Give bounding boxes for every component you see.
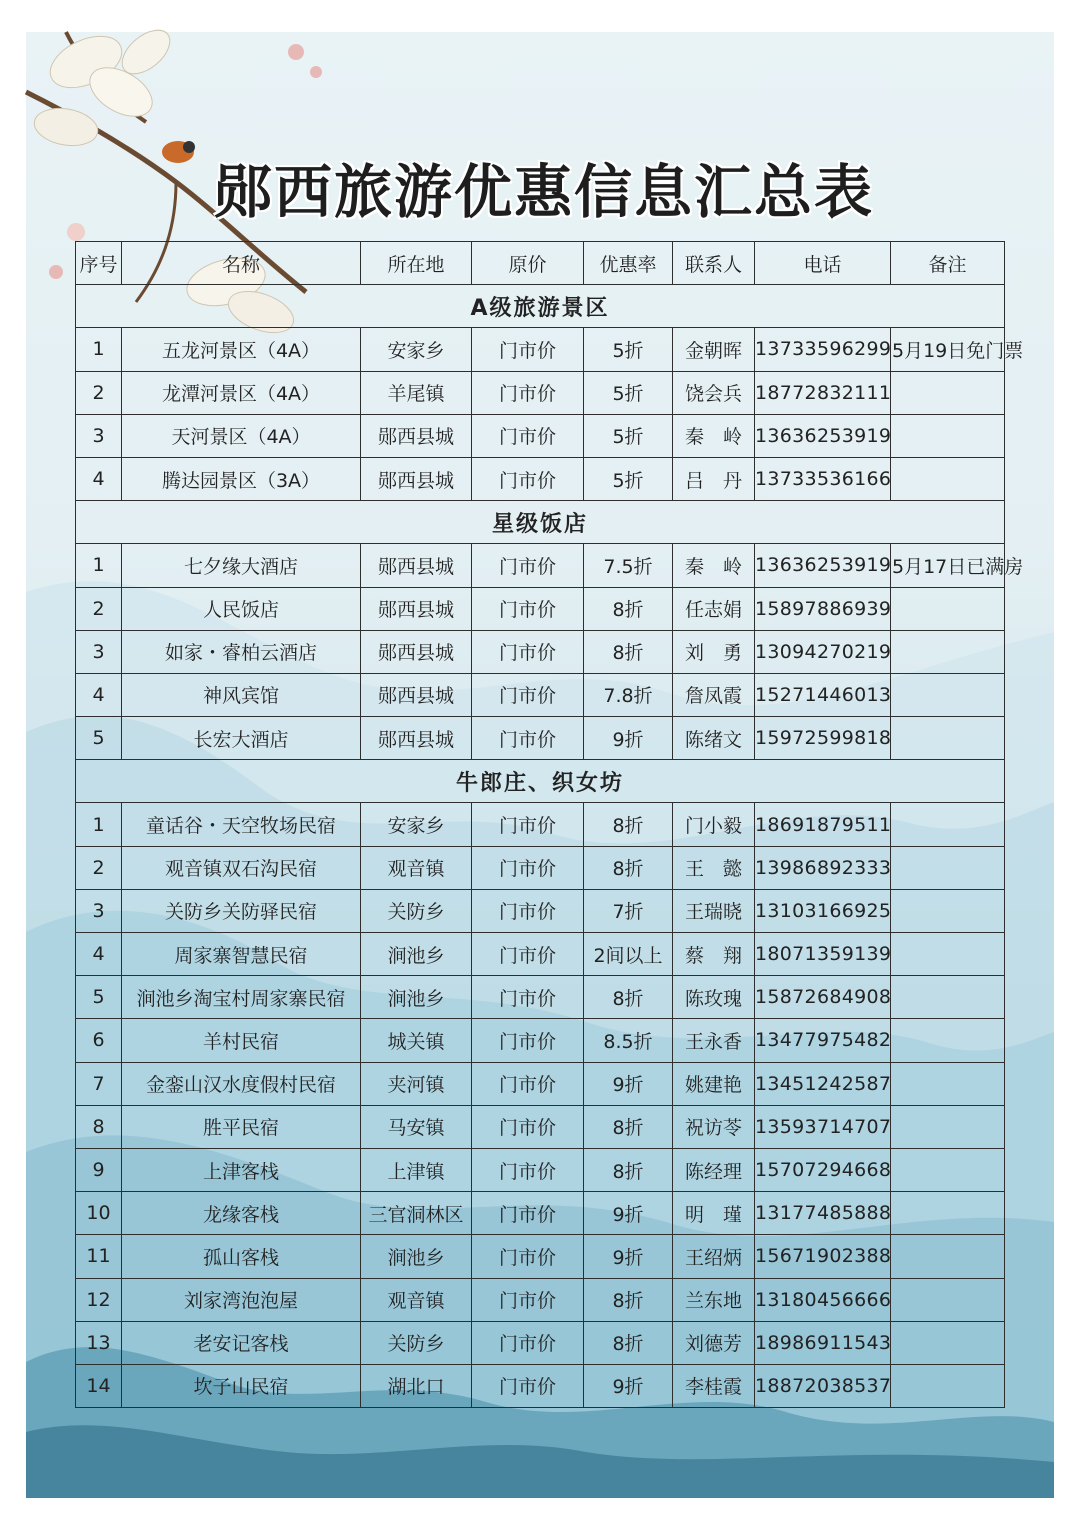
cell-no: 4 [76,457,122,500]
cell-discount: 8折 [584,1148,673,1191]
section-title: 牛郎庄、织女坊 [76,760,1005,803]
cell-location: 郧西县城 [361,414,472,457]
cell-phone: 18071359139 [755,933,891,976]
cell-price: 门市价 [472,933,584,976]
cell-discount: 5折 [584,414,673,457]
cell-discount: 7.8折 [584,673,673,716]
cell-no: 9 [76,1148,122,1191]
cell-note [891,1278,1005,1321]
cell-note [891,587,1005,630]
cell-note [891,1105,1005,1148]
cell-discount: 5折 [584,371,673,414]
cell-no: 3 [76,630,122,673]
cell-discount: 9折 [584,1364,673,1407]
cell-no: 1 [76,544,122,587]
table-row [76,328,1005,371]
cell-name: 坎子山民宿 [122,1364,361,1407]
cell-contact: 陈绪文 [673,717,755,760]
cell-price: 门市价 [472,673,584,716]
cell-no: 11 [76,1235,122,1278]
table-row [76,1192,1005,1235]
cell-price: 门市价 [472,587,584,630]
cell-discount: 8折 [584,587,673,630]
cell-no: 3 [76,414,122,457]
cell-location: 观音镇 [361,846,472,889]
cell-contact: 吕 丹 [673,457,755,500]
cell-name: 孤山客栈 [122,1235,361,1278]
table-row [76,976,1005,1019]
cell-no: 2 [76,846,122,889]
cell-location: 关防乡 [361,1321,472,1364]
cell-note [891,717,1005,760]
cell-contact: 门小毅 [673,803,755,846]
table-row [76,630,1005,673]
cell-phone: 13103166925 [755,889,891,932]
cell-name: 长宏大酒店 [122,717,361,760]
cell-phone: 15972599818 [755,717,891,760]
cell-no: 3 [76,889,122,932]
cell-location: 涧池乡 [361,1235,472,1278]
cell-contact: 刘德芳 [673,1321,755,1364]
cell-no: 6 [76,1019,122,1062]
cell-discount: 7.5折 [584,544,673,587]
cell-name: 人民饭店 [122,587,361,630]
cell-no: 4 [76,933,122,976]
cell-location: 郧西县城 [361,457,472,500]
cell-contact: 金朝晖 [673,328,755,371]
cell-name: 刘家湾泡泡屋 [122,1278,361,1321]
cell-note [891,889,1005,932]
cell-no: 1 [76,803,122,846]
table-row [76,1105,1005,1148]
table-row [76,1278,1005,1321]
cell-discount: 8折 [584,1321,673,1364]
cell-name: 观音镇双石沟民宿 [122,846,361,889]
cell-no: 2 [76,587,122,630]
table-row [76,1019,1005,1062]
cell-phone: 13177485888 [755,1192,891,1235]
cell-price: 门市价 [472,1192,584,1235]
cell-discount: 7折 [584,889,673,932]
cell-name: 如家・睿柏云酒店 [122,630,361,673]
cell-price: 门市价 [472,1278,584,1321]
section-header-row [76,501,1005,544]
header-price: 原价 [472,242,584,285]
table-row [76,846,1005,889]
cell-note [891,630,1005,673]
cell-phone: 13451242587 [755,1062,891,1105]
cell-note [891,933,1005,976]
cell-phone: 15897886939 [755,587,891,630]
cell-no: 1 [76,328,122,371]
cell-phone: 18691879511 [755,803,891,846]
cell-no: 7 [76,1062,122,1105]
cell-contact: 王 懿 [673,846,755,889]
cell-name: 老安记客栈 [122,1321,361,1364]
cell-price: 门市价 [472,1148,584,1191]
table-header-row [76,242,1005,285]
table-row [76,1148,1005,1191]
cell-discount: 2间以上 [584,933,673,976]
cell-no: 4 [76,673,122,716]
section-title: 星级饭店 [76,501,1005,544]
cell-note [891,457,1005,500]
table-row [76,544,1005,587]
cell-contact: 陈玫瑰 [673,976,755,1019]
header-name: 名称 [122,242,361,285]
header-discount: 优惠率 [584,242,673,285]
cell-contact: 陈经理 [673,1148,755,1191]
cell-contact: 刘 勇 [673,630,755,673]
header-contact: 联系人 [673,242,755,285]
cell-discount: 8.5折 [584,1019,673,1062]
cell-discount: 9折 [584,1235,673,1278]
cell-contact: 李桂霞 [673,1364,755,1407]
cell-location: 三官洞林区 [361,1192,472,1235]
cell-phone: 15671902388 [755,1235,891,1278]
cell-price: 门市价 [472,1019,584,1062]
cell-note: 5月17日已满房 [891,544,1005,587]
cell-name: 上津客栈 [122,1148,361,1191]
cell-location: 涧池乡 [361,976,472,1019]
cell-location: 郧西县城 [361,673,472,716]
discount-info-table [75,241,1024,1408]
cell-contact: 明 瑾 [673,1192,755,1235]
cell-no: 5 [76,976,122,1019]
cell-price: 门市价 [472,328,584,371]
table-row [76,414,1005,457]
cell-phone: 15872684908 [755,976,891,1019]
cell-location: 夹河镇 [361,1062,472,1105]
cell-no: 2 [76,371,122,414]
cell-location: 上津镇 [361,1148,472,1191]
cell-note [891,371,1005,414]
cell-phone: 13636253919 [755,544,891,587]
cell-phone: 18986911543 [755,1321,891,1364]
header-note: 备注 [891,242,1005,285]
cell-name: 龙缘客栈 [122,1192,361,1235]
table-row [76,717,1005,760]
cell-phone: 13477975482 [755,1019,891,1062]
cell-discount: 8折 [584,630,673,673]
table-row [76,1062,1005,1105]
cell-name: 胜平民宿 [122,1105,361,1148]
cell-discount: 5折 [584,328,673,371]
cell-contact: 祝访苓 [673,1105,755,1148]
cell-location: 涧池乡 [361,933,472,976]
cell-price: 门市价 [472,371,584,414]
table-row [76,1235,1005,1278]
section-header-row [76,285,1005,328]
cell-location: 郧西县城 [361,630,472,673]
cell-phone: 13733596299 [755,328,891,371]
table-row [76,803,1005,846]
cell-price: 门市价 [472,717,584,760]
header-phone: 电话 [755,242,891,285]
cell-note [891,1192,1005,1235]
cell-location: 郧西县城 [361,544,472,587]
table-row [76,1321,1005,1364]
cell-contact: 王瑞晓 [673,889,755,932]
cell-discount: 9折 [584,1192,673,1235]
cell-no: 10 [76,1192,122,1235]
cell-note [891,414,1005,457]
cell-contact: 任志娟 [673,587,755,630]
cell-name: 童话谷・天空牧场民宿 [122,803,361,846]
cell-location: 关防乡 [361,889,472,932]
cell-note [891,1235,1005,1278]
cell-price: 门市价 [472,630,584,673]
cell-phone: 15271446013 [755,673,891,716]
cell-phone: 13986892333 [755,846,891,889]
cell-discount: 8折 [584,1105,673,1148]
cell-note [891,1019,1005,1062]
cell-no: 12 [76,1278,122,1321]
cell-note [891,673,1005,716]
cell-price: 门市价 [472,544,584,587]
cell-contact: 秦 岭 [673,414,755,457]
cell-name: 五龙河景区（4A） [122,328,361,371]
cell-note [891,1062,1005,1105]
cell-contact: 姚建艳 [673,1062,755,1105]
section-title: A级旅游景区 [76,285,1005,328]
cell-price: 门市价 [472,846,584,889]
cell-contact: 饶会兵 [673,371,755,414]
cell-note [891,1321,1005,1364]
cell-name: 涧池乡淘宝村周家寨民宿 [122,976,361,1019]
table-row [76,587,1005,630]
cell-discount: 8折 [584,1278,673,1321]
cell-no: 14 [76,1364,122,1407]
cell-discount: 5折 [584,457,673,500]
cell-price: 门市价 [472,889,584,932]
cell-location: 安家乡 [361,328,472,371]
cell-location: 马安镇 [361,1105,472,1148]
cell-contact: 王永香 [673,1019,755,1062]
cell-no: 8 [76,1105,122,1148]
section-header-row [76,760,1005,803]
cell-no: 5 [76,717,122,760]
table-row [76,673,1005,716]
cell-name: 七夕缘大酒店 [122,544,361,587]
table-row [76,933,1005,976]
cell-location: 郧西县城 [361,587,472,630]
cell-phone: 13180456666 [755,1278,891,1321]
cell-price: 门市价 [472,457,584,500]
cell-contact: 蔡 翔 [673,933,755,976]
table-row [76,371,1005,414]
page-title: 郧西旅游优惠信息汇总表 [214,158,875,226]
cell-note [891,976,1005,1019]
cell-location: 湖北口 [361,1364,472,1407]
cell-name: 关防乡关防驿民宿 [122,889,361,932]
cell-discount: 9折 [584,1062,673,1105]
cell-phone: 13593714707 [755,1105,891,1148]
cell-phone: 13094270219 [755,630,891,673]
table-row [76,457,1005,500]
cell-discount: 8折 [584,976,673,1019]
cell-phone: 18872038537 [755,1364,891,1407]
cell-discount: 8折 [584,846,673,889]
cell-location: 郧西县城 [361,717,472,760]
cell-no: 13 [76,1321,122,1364]
cell-name: 腾达园景区（3A） [122,457,361,500]
cell-location: 羊尾镇 [361,371,472,414]
cell-note [891,1364,1005,1407]
cell-name: 天河景区（4A） [122,414,361,457]
cell-location: 安家乡 [361,803,472,846]
cell-price: 门市价 [472,1062,584,1105]
cell-contact: 詹凤霞 [673,673,755,716]
header-location: 所在地 [361,242,472,285]
cell-price: 门市价 [472,1364,584,1407]
cell-name: 羊村民宿 [122,1019,361,1062]
cell-price: 门市价 [472,976,584,1019]
header-no: 序号 [76,242,122,285]
cell-note: 5月19日免门票 [891,328,1005,371]
cell-price: 门市价 [472,1235,584,1278]
cell-price: 门市价 [472,1321,584,1364]
cell-discount: 9折 [584,717,673,760]
cell-phone: 13636253919 [755,414,891,457]
cell-name: 金銮山汉水度假村民宿 [122,1062,361,1105]
cell-note [891,846,1005,889]
cell-note [891,803,1005,846]
cell-price: 门市价 [472,1105,584,1148]
cell-name: 神风宾馆 [122,673,361,716]
cell-discount: 8折 [584,803,673,846]
table-row [76,1364,1005,1407]
cell-contact: 秦 岭 [673,544,755,587]
cell-contact: 王绍炳 [673,1235,755,1278]
cell-location: 城关镇 [361,1019,472,1062]
cell-name: 龙潭河景区（4A） [122,371,361,414]
cell-price: 门市价 [472,414,584,457]
cell-phone: 15707294668 [755,1148,891,1191]
cell-location: 观音镇 [361,1278,472,1321]
cell-contact: 兰东地 [673,1278,755,1321]
cell-phone: 13733536166 [755,457,891,500]
cell-name: 周家寨智慧民宿 [122,933,361,976]
cell-phone: 18772832111 [755,371,891,414]
table-row [76,889,1005,932]
cell-price: 门市价 [472,803,584,846]
cell-note [891,1148,1005,1191]
